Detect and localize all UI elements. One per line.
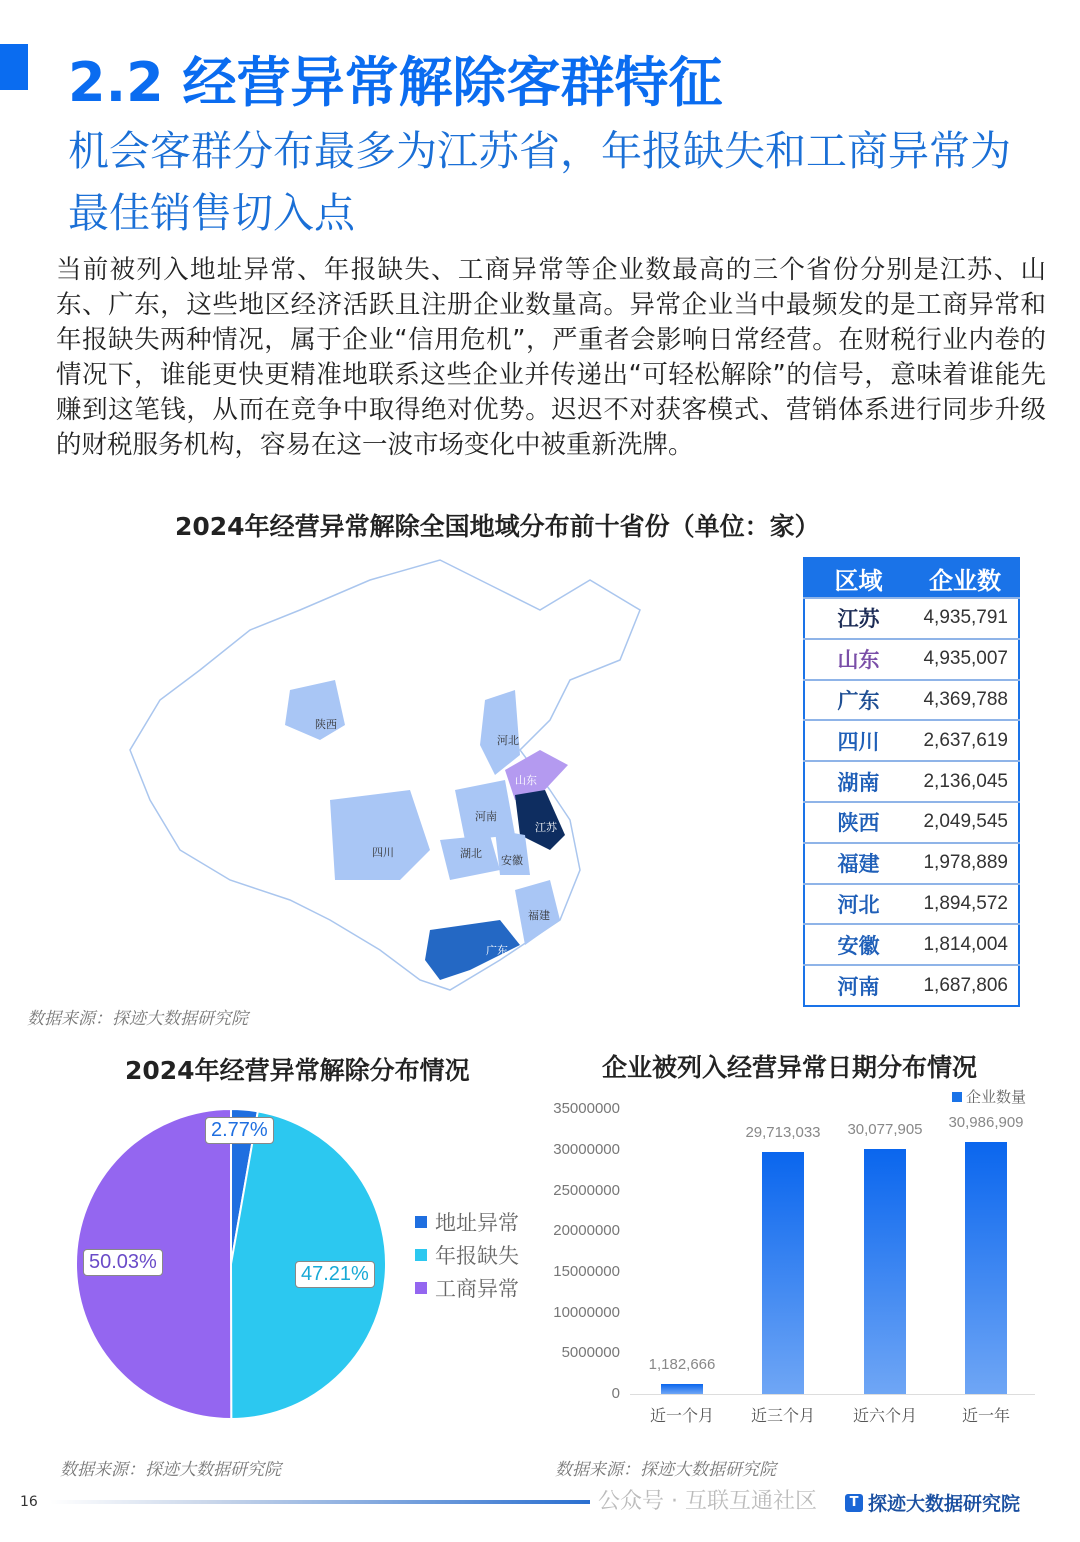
table-row (804, 965, 1019, 1006)
y-tick-label: 20000000 (553, 1222, 620, 1240)
table-header-region: 区域 (804, 558, 912, 598)
table-row (804, 761, 1019, 802)
cell-count: 4,369,788 (912, 680, 1019, 721)
brand-name: 探迹大数据研究院 (868, 1493, 1021, 1515)
cell-region: 河北 (804, 884, 912, 925)
table-row (804, 720, 1019, 761)
pie-legend (415, 1205, 519, 1304)
brand-logo-icon: T (845, 1494, 863, 1512)
legend-item-business (415, 1271, 519, 1304)
legend-label: 地址异常 (435, 1210, 519, 1235)
legend-item-address (415, 1205, 519, 1238)
y-tick-label: 0 (611, 1385, 620, 1402)
legend-swatch (952, 1092, 962, 1102)
y-tick-label: 30000000 (553, 1140, 620, 1158)
table-row (804, 924, 1019, 965)
body-paragraph: 当前被列入地址异常、年报缺失、工商异常等企业数最高的三个省份分别是江苏、山东、广东，这些地区经济活跃且注册企业数量高。异常企业当中最频发的是工商异常和年报缺失两种情况，属于企业“信用危机”，严重者会影响日常经营。在财税行业内卷的情况下，谁能更快更精准地联系这些企业并传递出“可轻松解除”的信号，意味着谁能先赚到这笔钱，从而在竞争中取得绝对优势。迟迟不对获客模式、营销体系进行同步升级的财税服务机构，容易在这一波市场变化中被重新洗牌。 (56, 255, 1046, 460)
x-tick-label: 近一年 (961, 1406, 1010, 1425)
pie-chart-title: 2024年经营异常解除分布情况 (125, 1056, 470, 1085)
cell-count: 4,935,007 (912, 639, 1019, 680)
x-tick-label: 近一个月 (649, 1406, 714, 1425)
bar-value-label: 1,182,666 (648, 1356, 716, 1374)
map-label-fujian: 福建 (528, 909, 550, 922)
map-label-shandong: 山东 (515, 774, 537, 787)
y-tick-label: 25000000 (553, 1181, 620, 1199)
bar (965, 1142, 1007, 1394)
pie-source: 数据来源：探迹大数据研究院 (60, 1460, 281, 1480)
y-tick-label: 5000000 (561, 1344, 620, 1362)
map-source: 数据来源：探迹大数据研究院 (27, 1009, 248, 1029)
x-tick-label: 近三个月 (750, 1406, 815, 1425)
bar (762, 1152, 804, 1394)
cell-count: 2,637,619 (912, 720, 1019, 761)
y-tick-label: 35000000 (553, 1100, 620, 1118)
cell-region: 安徽 (804, 924, 912, 965)
cell-region: 福建 (804, 843, 912, 884)
bar-legend (952, 1086, 1026, 1107)
page-number: 16 (20, 1494, 38, 1510)
footer-brand (845, 1489, 1020, 1516)
title-accent-bar (0, 44, 28, 90)
y-tick-label: 15000000 (553, 1262, 620, 1280)
map-label-henan: 河南 (475, 810, 497, 823)
map-label-hebei: 河北 (497, 734, 519, 747)
cell-count: 1,814,004 (912, 924, 1019, 965)
cell-count: 1,978,889 (912, 843, 1019, 884)
legend-item-annual (415, 1238, 519, 1271)
x-axis-line (630, 1394, 1035, 1395)
map-label-shaanxi: 陕西 (315, 718, 337, 731)
map-label-jiangsu: 江苏 (535, 821, 557, 834)
table-row (804, 843, 1019, 884)
pie-label-business: 50.03% (83, 1249, 163, 1276)
legend-label: 企业数量 (966, 1088, 1027, 1106)
map-label-hubei: 湖北 (460, 847, 482, 860)
page-title: 2.2 经营异常解除客群特征 (68, 51, 723, 114)
bar-value-label: 30,986,909 (948, 1113, 1024, 1131)
page-subtitle: 机会客群分布最多为江苏省，年报缺失和工商异常为最佳销售切入点 (68, 127, 1011, 237)
cell-count: 4,935,791 (912, 598, 1019, 639)
cell-count: 2,049,545 (912, 802, 1019, 843)
bar-chart-title: 企业被列入经营异常日期分布情况 (602, 1053, 978, 1082)
table-row (804, 639, 1019, 680)
pie-label-address: 2.77% (205, 1117, 274, 1144)
cell-count: 1,687,806 (912, 965, 1019, 1006)
china-map (120, 550, 800, 1010)
cell-region: 山东 (804, 639, 912, 680)
cell-region: 江苏 (804, 598, 912, 639)
china-outline (130, 560, 640, 990)
legend-swatch (415, 1282, 427, 1294)
cell-region: 广东 (804, 680, 912, 721)
cell-region: 陕西 (804, 802, 912, 843)
bar (864, 1149, 906, 1394)
table-header-count: 企业数 (912, 558, 1019, 598)
cell-region: 四川 (804, 720, 912, 761)
map-label-sichuan: 四川 (372, 846, 394, 859)
footer-line (50, 1500, 590, 1504)
bar-value-label: 30,077,905 (847, 1121, 923, 1139)
footer-watermark: 公众号 · 互联互通社区 (598, 1489, 817, 1514)
bar-value-label: 29,713,033 (745, 1124, 821, 1142)
legend-swatch (415, 1216, 427, 1228)
legend-swatch (415, 1249, 427, 1261)
table-row (804, 680, 1019, 721)
map-label-guangdong: 广东 (486, 944, 508, 957)
table-row (804, 802, 1019, 843)
table-row (804, 884, 1019, 925)
province-table (803, 557, 1020, 1007)
map-chart-title: 2024年经营异常解除全国地域分布前十省份（单位：家） (175, 512, 820, 541)
bar (661, 1384, 703, 1394)
cell-region: 河南 (804, 965, 912, 1006)
y-tick-label: 10000000 (553, 1303, 620, 1321)
pie-label-annual: 47.21% (295, 1261, 375, 1288)
cell-count: 1,894,572 (912, 884, 1019, 925)
cell-count: 2,136,045 (912, 761, 1019, 802)
table-row (804, 598, 1019, 639)
x-tick-label: 近六个月 (852, 1406, 917, 1425)
legend-label: 年报缺失 (435, 1243, 519, 1268)
map-label-anhui: 安徽 (501, 854, 523, 867)
province-anhui (495, 830, 530, 875)
legend-label: 工商异常 (435, 1276, 519, 1301)
cell-region: 湖南 (804, 761, 912, 802)
bar-source: 数据来源：探迹大数据研究院 (555, 1460, 776, 1480)
